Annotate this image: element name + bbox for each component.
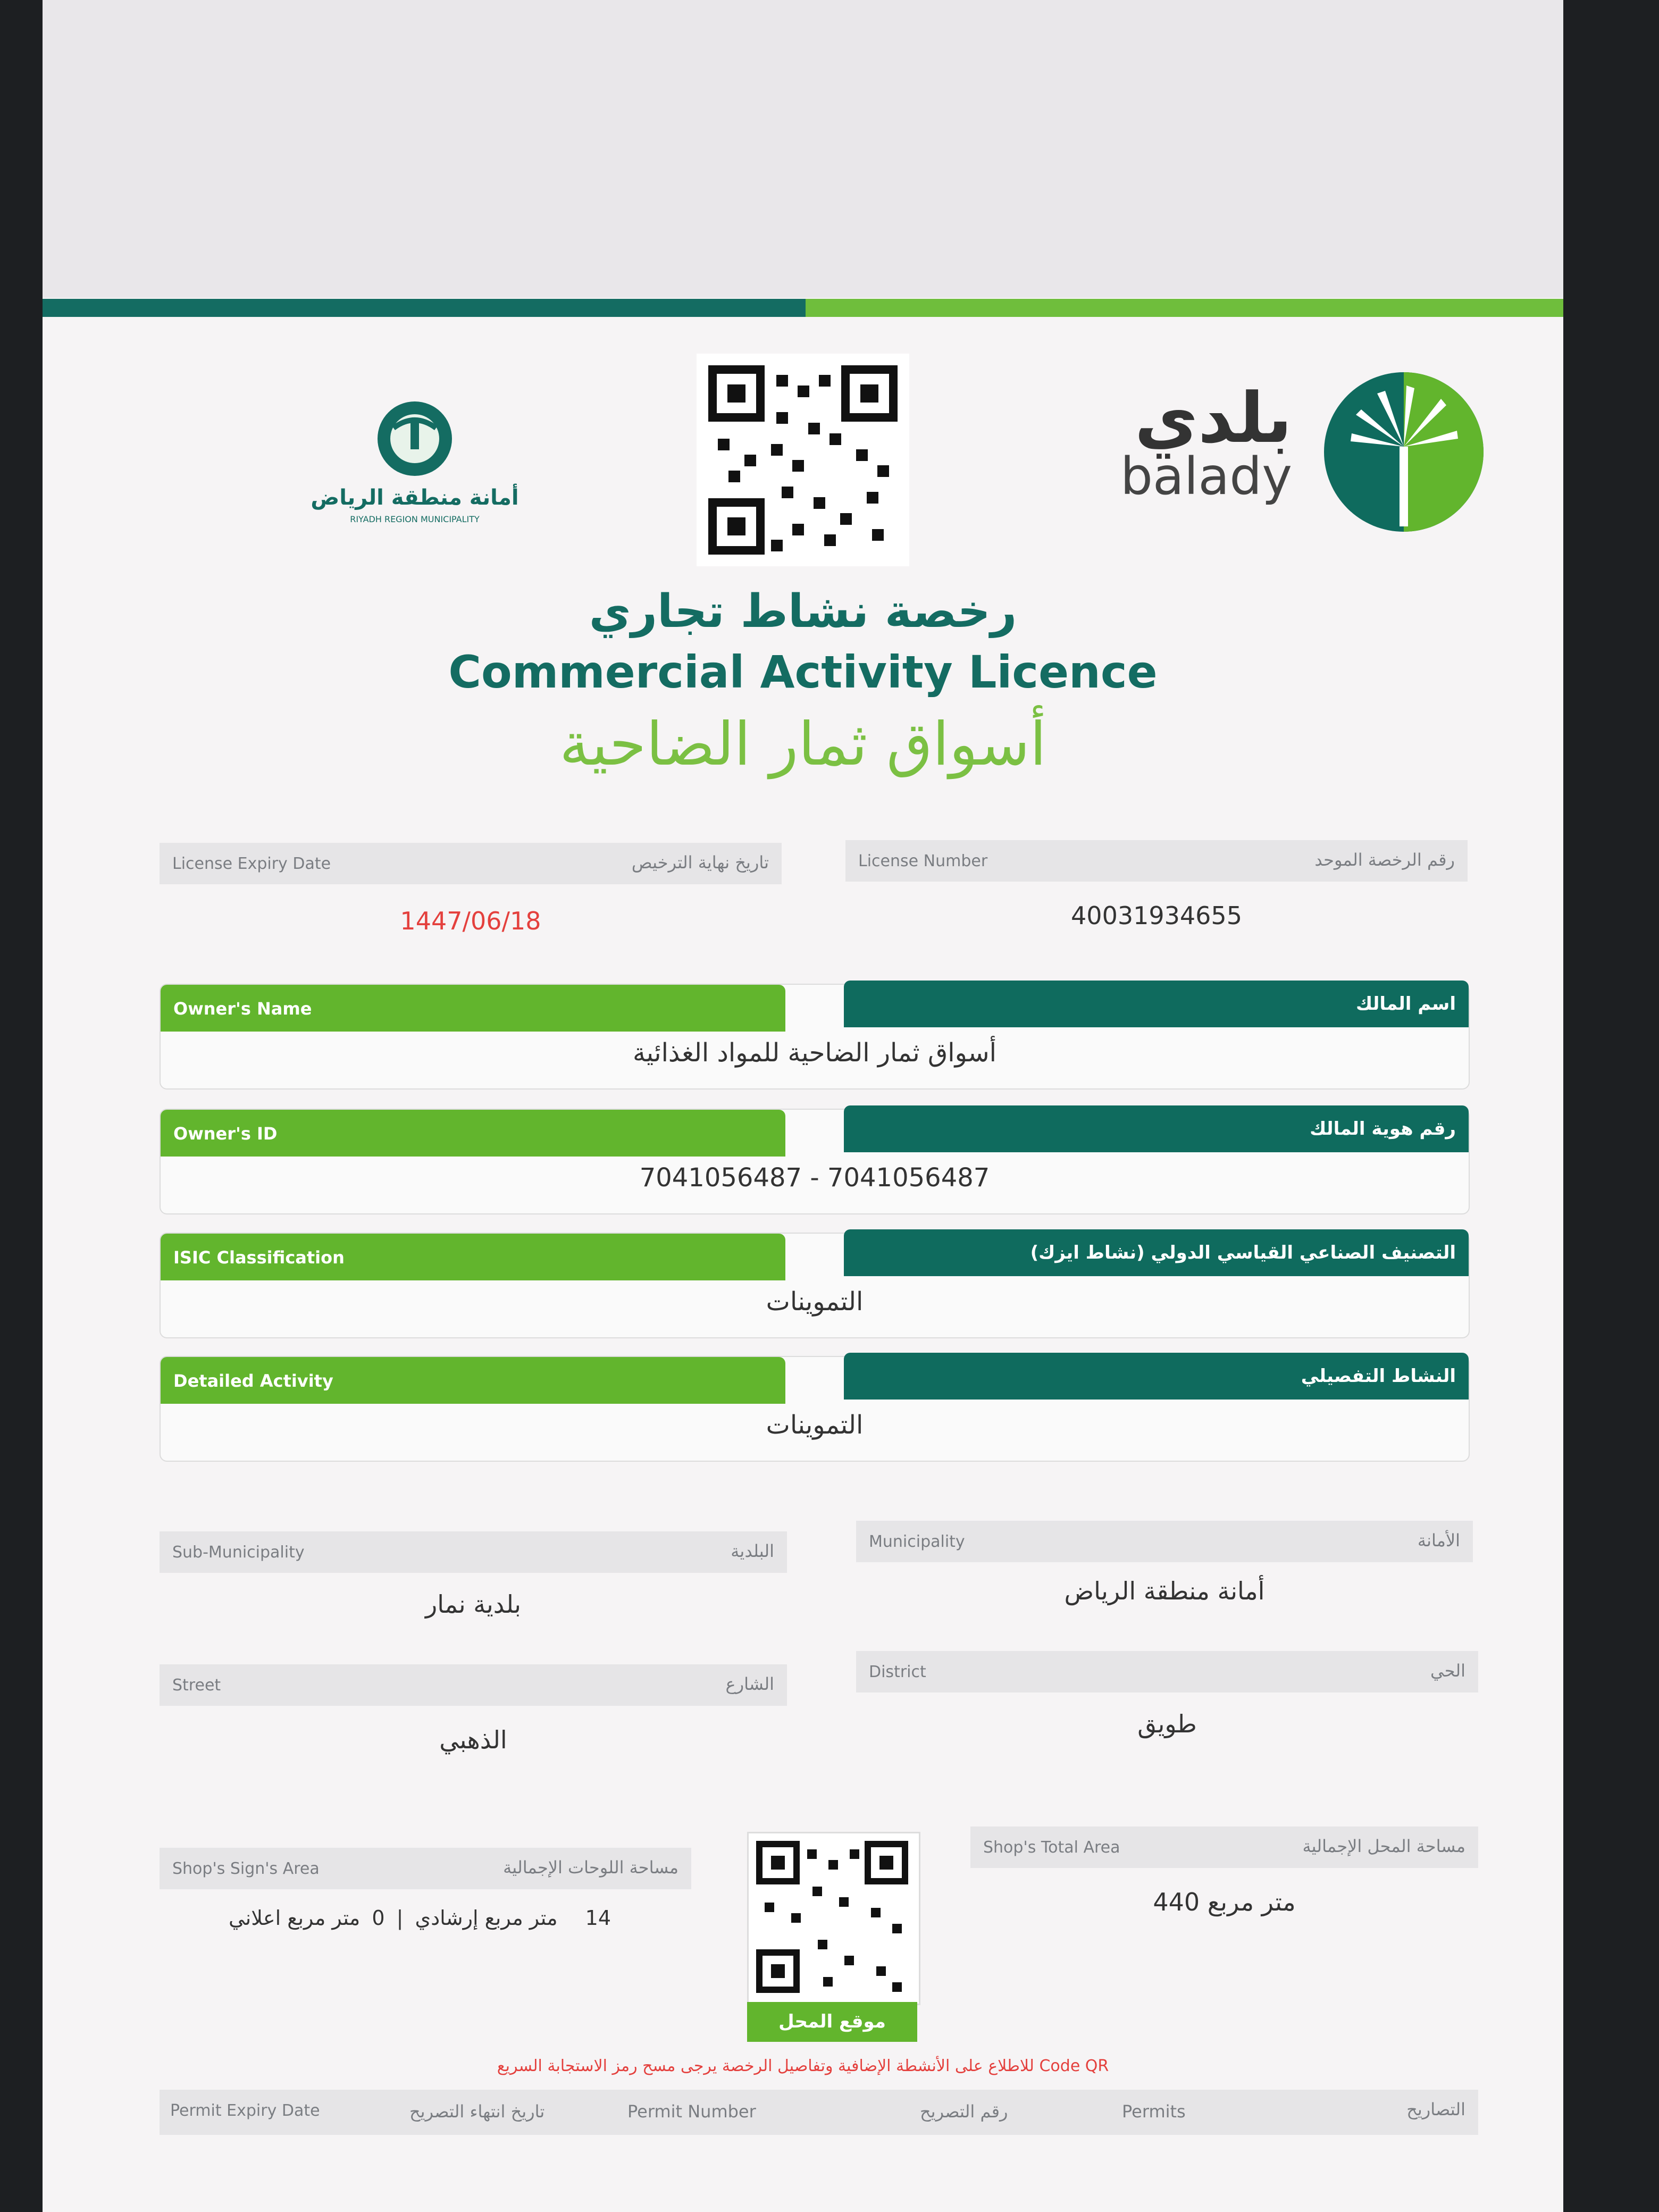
municipality-label-ar: الأمانة [1417, 1530, 1460, 1551]
isic-row [160, 1233, 1470, 1338]
permit-number-label-en: Permit Number [627, 2101, 756, 2122]
owner-id-label-en-bar [161, 1110, 785, 1157]
detailed-activity-label-ar-bar [844, 1353, 1469, 1400]
detailed-activity-row [160, 1356, 1470, 1462]
sign-area-unit1: متر مربع إرشادي [415, 1906, 558, 1930]
title-en: Commercial Activity Licence [448, 646, 1158, 698]
sub-municipality-value: بلدية نمار [425, 1590, 521, 1619]
brand-en: balady [1120, 447, 1292, 506]
license-expiry-value: 1447/06/18 [400, 907, 541, 935]
license-expiry-label-ar: تاريخ نهاية الترخيص [631, 852, 769, 873]
header-stripe-green [806, 299, 1563, 317]
location-qr-icon[interactable] [747, 1832, 920, 2005]
shop-name: أسواق ثمار الضاحية [559, 710, 1046, 779]
owner-name-value: أسواق ثمار الضاحية للمواد الغذائية [633, 1038, 996, 1068]
street-label-ar: الشارع [725, 1674, 774, 1694]
municipality-label-en: Municipality [869, 1532, 965, 1551]
sub-municipality-header [160, 1531, 787, 1573]
permit-expiry-label-ar: تاريخ انتهاء التصريح [409, 2101, 545, 2122]
riyadh-municipality-emblem [282, 391, 548, 540]
owner-id-label-ar-bar [844, 1105, 1469, 1152]
permits-label-en: Permits [1122, 2101, 1186, 2122]
license-number-header [845, 840, 1468, 882]
district-label-ar: الحي [1430, 1661, 1465, 1681]
district-header [856, 1651, 1478, 1692]
header-stripe-teal [43, 299, 806, 317]
balady-palm-logo [1319, 367, 1489, 537]
sign-area-header [160, 1848, 691, 1889]
qr-code-icon [697, 354, 909, 566]
license-number-label-en: License Number [858, 852, 988, 870]
isic-label-en-bar [161, 1234, 785, 1280]
owner-id-label-en: Owner's ID [173, 1124, 278, 1144]
title-ar: رخصة نشاط تجاري [589, 585, 1017, 638]
sign-area-label-en: Shop's Sign's Area [172, 1859, 320, 1878]
isic-label-en: ISIC Classification [173, 1247, 345, 1268]
owner-id-value: 7041056487 - 7041056487 [639, 1163, 990, 1193]
street-header [160, 1664, 787, 1706]
sign-area-value [229, 1906, 686, 1930]
street-value: الذهبي [439, 1725, 507, 1754]
total-area-header [970, 1826, 1478, 1868]
owner-id-row [160, 1109, 1470, 1214]
detailed-activity-label-en-bar [161, 1357, 785, 1404]
license-number-value: 40031934655 [1071, 901, 1242, 930]
top-blank-area [43, 0, 1563, 298]
license-screen [43, 0, 1563, 2212]
sign-area-sep: | [396, 1906, 404, 1930]
permits-label-ar: التصاريح [1406, 2099, 1465, 2119]
balady-logo [1042, 367, 1510, 548]
district-value: طويق [1137, 1710, 1197, 1738]
owner-id-label-ar: رقم هوية المالك [1310, 1118, 1456, 1139]
brand-ar: بلدي [1134, 378, 1292, 458]
total-area-label-ar: مساحة المحل الإجمالية [1302, 1836, 1465, 1856]
sign-area-num: 14 [585, 1906, 611, 1930]
isic-label-ar: التصنيف الصناعي القياسي الدولي (نشاط ايزك) [1030, 1242, 1456, 1263]
sign-area-zero: 0 [372, 1906, 385, 1930]
sub-municipality-label-ar: البلدية [731, 1541, 774, 1561]
municipality-logo-en: RIYADH REGION MUNICIPALITY [350, 514, 480, 524]
permits-header [160, 2090, 1478, 2135]
detailed-activity-value: التموينات [766, 1410, 864, 1440]
permit-expiry-label-en: Permit Expiry Date [170, 2101, 320, 2120]
owner-name-label-ar-bar [844, 981, 1469, 1027]
sub-municipality-label-en: Sub-Municipality [172, 1543, 305, 1562]
qr-note: للاطلاع على الأنشطة الإضافية وتفاصيل الرخصة يرجى مسح رمز الاستجابة السريع Code QR [497, 2057, 1109, 2075]
sign-area-unit2: متر مربع اعلاني [229, 1906, 361, 1930]
location-qr-label[interactable]: موقع المحل [747, 2002, 917, 2042]
street-label-en: Street [172, 1676, 221, 1695]
owner-name-row [160, 984, 1470, 1090]
municipality-header [856, 1521, 1473, 1562]
permit-number-label-ar: رقم التصريح [920, 2101, 1008, 2122]
municipality-value: أمانة منطقة الرياض [1064, 1577, 1265, 1605]
owner-name-label-en-bar [161, 985, 785, 1032]
total-area-value: 440 متر مربع [1153, 1888, 1296, 1916]
license-expiry-header [160, 843, 782, 884]
isic-label-ar-bar [844, 1229, 1469, 1276]
owner-name-label-en: Owner's Name [173, 999, 312, 1019]
license-expiry-label-en: License Expiry Date [172, 854, 331, 873]
owner-name-label-ar: اسم المالك [1356, 993, 1456, 1015]
district-label-en: District [869, 1663, 926, 1681]
municipality-logo-ar: أمانة منطقة الرياض [311, 485, 519, 510]
sign-area-label-ar: مساحة اللوحات الإجمالية [503, 1857, 678, 1878]
license-number-label-ar: رقم الرخصة الموحد [1314, 850, 1455, 870]
detailed-activity-label-en: Detailed Activity [173, 1371, 333, 1391]
detailed-activity-label-ar: النشاط التفصيلي [1301, 1365, 1456, 1387]
total-area-label-en: Shop's Total Area [983, 1838, 1120, 1857]
isic-value: التموينات [766, 1287, 864, 1317]
